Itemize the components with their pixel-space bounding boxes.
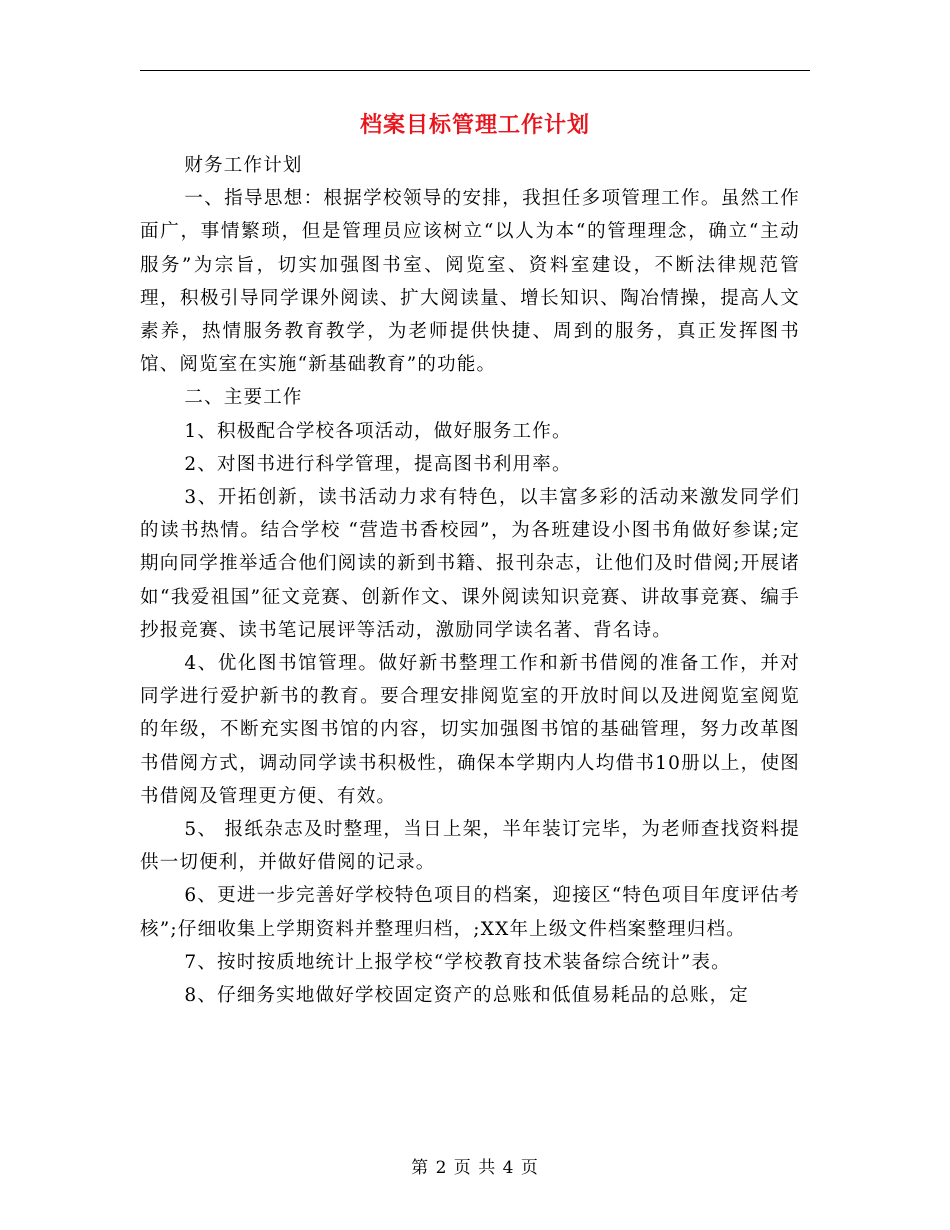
document-body [140,149,800,1012]
paragraph-guiding-idea: 一、指导思想：根据学校领导的安排，我担任多项管理工作。虽然工作面广，事情繁琐，但是管理员应该树立“以人为本“的管理理念，确立“主动服务”为宗旨，切实加强图书室、阅览室、资料室建设，不断法律规范管理，积极引导同学课外阅读、扩大阅读量、增长知识、陶冶情操，提高人文素养，热情服务教育教学，为老师提供快捷、周到的服务，真正发挥图书馆、阅览室在实施“新基础教育”的功能。 [140,188,800,376]
paragraph-item-6: 6、更进一步完善好学校特色项目的档案，迎接区“特色项目年度评估考核”;仔细收集上学期资料并整理归档，;XX年上级文件档案整理归档。 [140,885,800,940]
document-title: 档案目标管理工作计划 [359,113,590,138]
paragraph-item-1: 1、积极配合学校各项活动，做好服务工作。 [184,420,572,442]
paragraph-item-2: 2、对图书进行科学管理，提高图书利用率。 [184,453,572,475]
page-number-footer: 第 2 页 共 4 页 [411,1158,539,1178]
paragraph-main-work-heading: 二、主要工作 [184,387,303,409]
paragraph-subtitle: 财务工作计划 [184,155,303,176]
paragraph-item-3: 3、开拓创新，读书活动力求有特色，以丰富多彩的活动来激发同学们的读书热情。结合学校 “营造书香校园”，为各班建设小图书角做好参谋;定期向同学推举适合他们阅读的新到书籍、报刊杂志，让他们及时借阅;开展诸如“我爱祖国”征文竞赛、创新作文、课外阅读知识竞赛、讲故事竞赛、编手抄报竞赛、读书笔记展评等活动，激励同学读名著、背名诗。 [140,487,800,641]
paragraph-item-5: 5、 报纸杂志及时整理，当日上架，半年装订完毕，为老师查找资料提供一切便利，并做好借阅的记录。 [140,819,800,874]
paragraph-item-7: 7、按时按质地统计上报学校“学校教育技术装备综合统计”表。 [184,951,731,973]
paragraph-item-8: 8、仔细务实地做好学校固定资产的总账和低值易耗品的总账，定 [184,985,749,1007]
paragraph-item-4: 4、优化图书馆管理。做好新书整理工作和新书借阅的准备工作，并对同学进行爱护新书的教育。要合理安排阅览室的开放时间以及进阅览室阅览的年级，不断充实图书馆的内容，切实加强图书馆的基础管理，努力改革图书借阅方式，调动同学读书积极性，确保本学期内人均借书10册以上，使图书借阅及管理更方便、有效。 [140,653,800,807]
header-rule [140,70,810,71]
